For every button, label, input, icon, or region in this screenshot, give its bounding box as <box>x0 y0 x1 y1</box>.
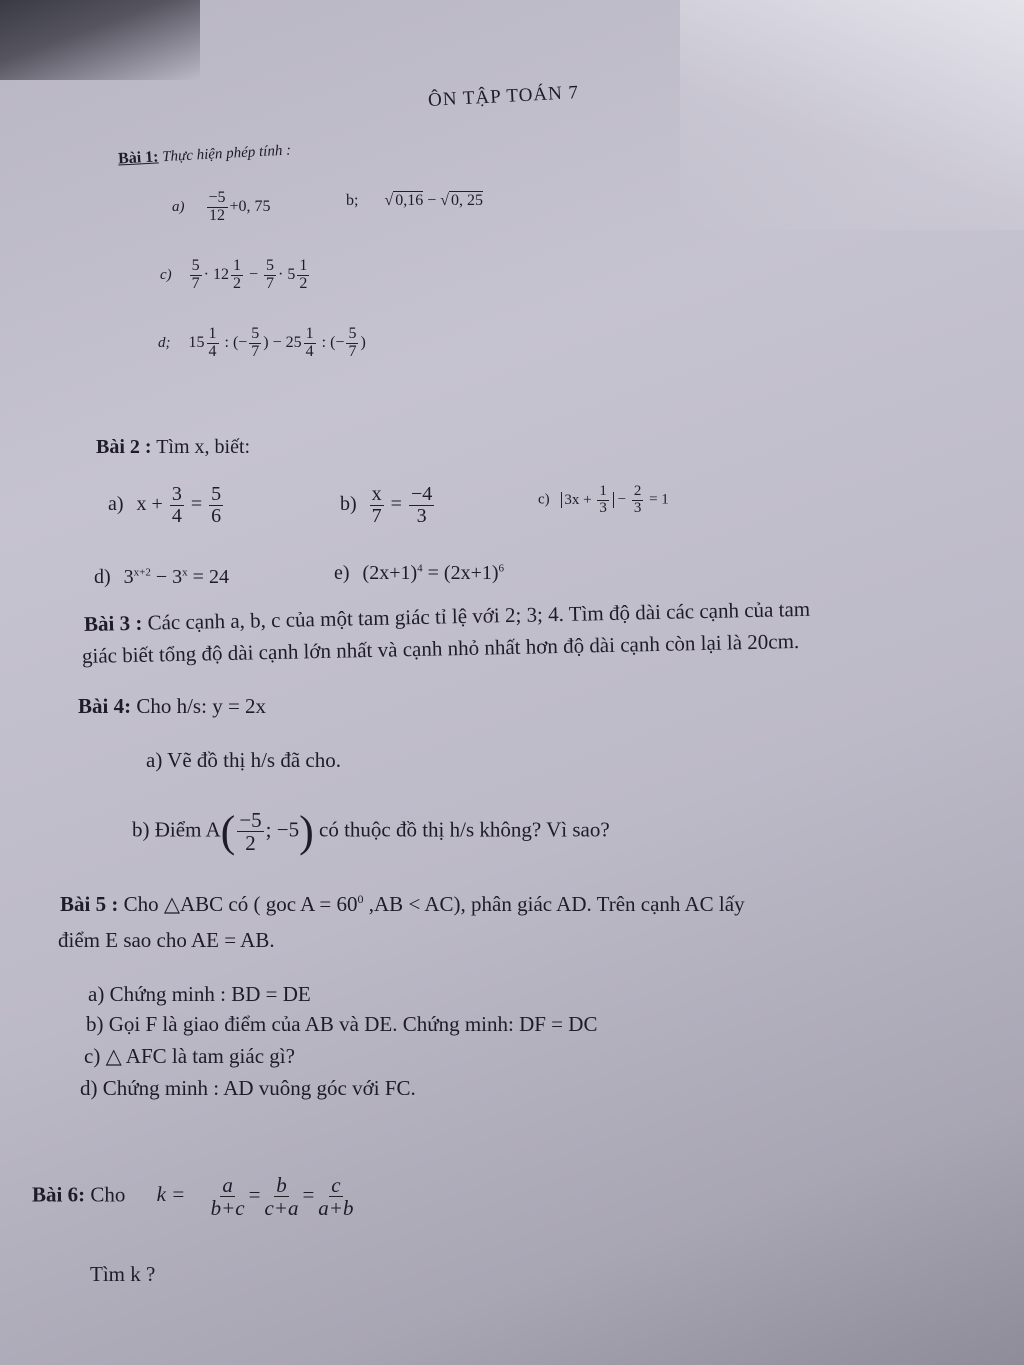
bai2-d-label: d) <box>94 566 111 588</box>
sqrt-symbol: √ <box>384 192 394 209</box>
equals: = 1 <box>645 491 669 508</box>
bai5-a: a) Chứng minh : BD = DE <box>88 982 311 1006</box>
bai4-label: Bài 4: <box>78 694 132 718</box>
term: x + <box>136 493 168 516</box>
minus-sign: − <box>423 192 441 209</box>
operator: − <box>244 265 263 283</box>
numerator: −5 <box>239 807 262 832</box>
bai1-c <box>160 258 311 293</box>
bai1-label: Bài 1: <box>117 148 159 168</box>
numerator: 1 <box>208 325 217 342</box>
bai4-b-post: có thuộc đồ thị h/s không? Vì sao? <box>313 817 610 842</box>
exponent: x+2 <box>133 566 151 579</box>
fraction <box>170 484 184 527</box>
degree-symbol: 0 <box>357 892 364 906</box>
bai2-text: Tìm x, biết: <box>151 436 251 458</box>
fraction <box>370 484 384 527</box>
k-variable: k = <box>156 1182 186 1207</box>
denominator: 7 <box>251 342 260 360</box>
denominator: c+a <box>264 1196 299 1221</box>
numerator: 3 <box>171 483 182 505</box>
bai2-d <box>94 566 229 589</box>
fraction <box>262 1174 300 1219</box>
denominator: 7 <box>348 342 357 360</box>
bai1-d <box>158 326 366 361</box>
bai1-heading <box>118 141 292 168</box>
operator: − <box>613 491 630 508</box>
denominator: 3 <box>416 505 427 527</box>
fraction <box>409 484 434 527</box>
fraction <box>304 326 316 361</box>
bai4-a: a) Vẽ đồ thị h/s đã cho. <box>146 748 341 772</box>
numerator: a <box>222 1173 233 1197</box>
fraction <box>207 326 219 361</box>
sqrt-symbol: √ <box>440 192 450 209</box>
bai2-a-label: a) <box>108 493 124 516</box>
term: ) − 25 <box>263 333 302 351</box>
fraction <box>297 258 309 293</box>
denominator: 3 <box>633 499 642 516</box>
bai2-a <box>108 484 225 527</box>
operator: : (− <box>220 333 248 351</box>
denominator: b+c <box>210 1196 245 1221</box>
bai5-line2: điểm E sao cho AE = AB. <box>58 928 275 952</box>
bai1-a-rest: +0, 75 <box>229 197 271 215</box>
numerator: 1 <box>299 257 308 274</box>
numerator: 1 <box>232 257 241 274</box>
term: 15 <box>188 333 205 351</box>
denominator: 12 <box>209 206 226 224</box>
denominator: 7 <box>191 274 200 292</box>
denominator: 3 <box>599 499 607 516</box>
bai2-c <box>538 484 669 517</box>
bai1-a-label: a) <box>172 198 185 215</box>
bai1-text: Thực hiện phép tính : <box>158 142 292 166</box>
bai1-b-label: b; <box>346 192 359 209</box>
bai6-line <box>32 1174 357 1219</box>
fraction <box>632 484 644 517</box>
bai2-e <box>334 562 504 585</box>
term: = (2x+1) <box>422 562 499 584</box>
fraction <box>264 258 276 293</box>
bai5-b: b) Gọi F là giao điểm của AB và DE. Chứng minh: DF = DC <box>86 1012 598 1036</box>
bai5-text-1: Cho △ABC có ( goc A = 60 <box>118 892 358 916</box>
term: 3 <box>123 566 134 588</box>
bai4-text: Cho h/s: y = 2x <box>131 694 267 718</box>
denominator: a+b <box>318 1196 354 1221</box>
left-paren: ( <box>220 807 236 856</box>
numerator: 5 <box>191 257 200 274</box>
bai4-b-pre: b) Điểm A <box>132 817 221 842</box>
equals: = <box>302 1182 315 1207</box>
denominator: 4 <box>305 342 314 360</box>
denominator: 4 <box>171 505 182 527</box>
fraction <box>249 326 261 361</box>
term: (2x+1) <box>362 562 418 584</box>
denominator: 2 <box>232 274 241 292</box>
numerator: 1 <box>599 483 607 499</box>
bai1-d-label: d; <box>158 334 171 351</box>
bai3-line2: giác biết tổng độ dài cạnh lớn nhất và cạnh nhỏ nhất hơn độ dài cạnh còn lại là 20cm. <box>81 628 800 668</box>
numerator: 5 <box>251 325 260 342</box>
denominator: 6 <box>211 505 222 527</box>
denominator: 7 <box>371 505 382 527</box>
absolute-value <box>561 483 613 516</box>
bai4-heading <box>78 694 266 719</box>
bai6-text: Cho <box>85 1182 126 1207</box>
fraction <box>209 1174 247 1219</box>
fraction <box>231 258 243 293</box>
equals: = <box>248 1182 261 1207</box>
right-paren: ) <box>299 807 314 856</box>
term: = 24 <box>187 566 229 588</box>
equals: = <box>185 493 208 516</box>
bai2-b <box>340 484 436 527</box>
bai5-d: d) Chứng minh : AD vuông góc với FC. <box>80 1076 416 1100</box>
numerator: −5 <box>208 189 226 206</box>
exponent: 4 <box>417 562 423 575</box>
bai2-b-label: b) <box>340 493 357 516</box>
numerator: b <box>276 1173 287 1197</box>
term: · 5 <box>278 265 296 283</box>
numerator: 1 <box>305 325 314 342</box>
fraction <box>346 326 358 361</box>
exponent: x <box>182 566 188 579</box>
denominator: 7 <box>266 274 275 292</box>
fraction <box>597 484 609 517</box>
operator: : (− <box>317 333 345 351</box>
bai5-line1 <box>60 892 745 917</box>
bai2-e-label: e) <box>334 562 350 584</box>
bai2-c-label: c) <box>538 491 550 508</box>
bai4-b <box>132 806 610 857</box>
bai3-label: Bài 3 : <box>83 610 143 636</box>
sqrt-radicand-1: 0,16 <box>395 192 424 209</box>
exponent: 6 <box>498 562 505 575</box>
bai3-text-1: Các cạnh a, b, c của một tam giác tỉ lệ với 2; 3; 4. Tìm độ dài các cạnh của tam <box>142 596 811 635</box>
fraction <box>237 809 263 854</box>
equals: = <box>385 493 407 516</box>
fraction <box>190 258 202 293</box>
bai2-heading <box>96 436 250 459</box>
numerator: −4 <box>410 483 433 505</box>
bai1-b <box>346 192 483 210</box>
fraction <box>316 1174 355 1219</box>
bai2-label: Bài 2 : <box>96 436 152 458</box>
page-title: ÔN TẬP TOÁN 7 <box>427 82 580 111</box>
numerator: 2 <box>633 483 642 499</box>
numerator: 5 <box>211 483 222 505</box>
numerator: x <box>371 483 382 505</box>
operator: ) <box>360 333 366 351</box>
fraction <box>209 484 223 527</box>
bai1-c-label: c) <box>160 266 172 283</box>
term: ; −5 <box>265 817 300 842</box>
denominator: 4 <box>208 342 217 360</box>
bai1-a <box>172 190 271 225</box>
bai5-label: Bài 5 : <box>60 892 119 916</box>
sqrt-radicand-2: 0, 25 <box>451 192 484 209</box>
term: 3x + <box>564 491 596 508</box>
bai5-c: c) △ AFC là tam giác gì? <box>84 1044 295 1068</box>
bai6-find: Tìm k ? <box>90 1262 156 1286</box>
numerator: c <box>331 1173 341 1197</box>
bai5-text-1b: ,AB < AC), phân giác AD. Trên cạnh AC lấy <box>363 892 745 916</box>
term: − 3 <box>150 566 183 588</box>
numerator: 5 <box>348 325 357 342</box>
fraction <box>207 190 228 225</box>
bai6-label: Bài 6: <box>32 1182 86 1207</box>
denominator: 2 <box>245 831 256 855</box>
term: · 12 <box>203 265 229 283</box>
numerator: 5 <box>266 257 275 274</box>
denominator: 2 <box>299 274 308 292</box>
